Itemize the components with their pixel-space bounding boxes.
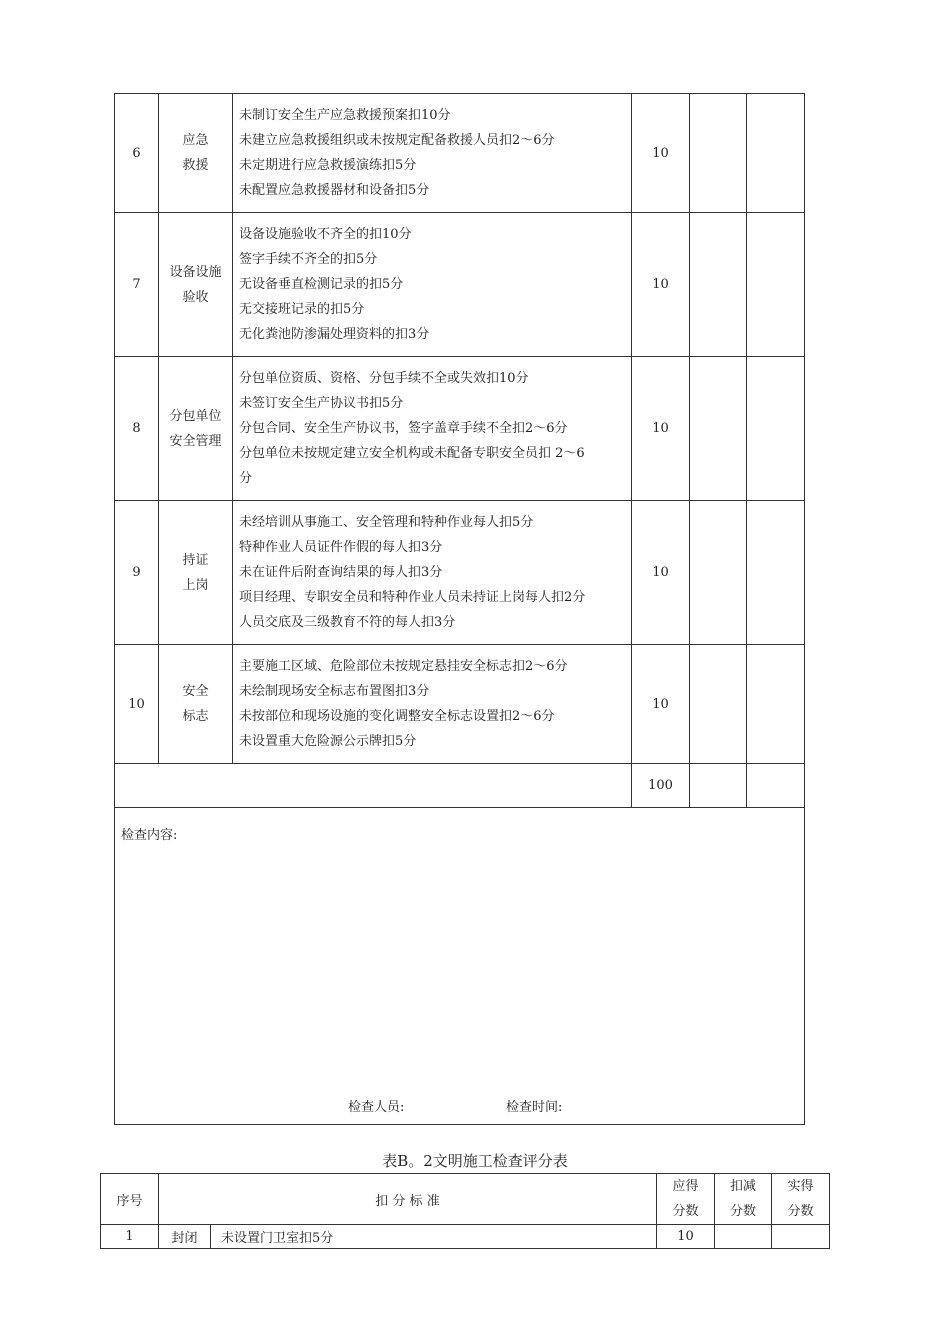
inspection-content-label: 检查内容:: [121, 828, 178, 843]
deducted-score-cell: [690, 501, 747, 645]
header-score-actual: 实得 分数: [772, 1174, 830, 1225]
header-score-deduct: 扣减 分数: [715, 1174, 772, 1225]
civilized-construction-table: [100, 1173, 830, 1249]
table-row: [101, 1225, 830, 1249]
row-criteria: 未设置门卫室扣5分: [211, 1225, 657, 1249]
inspector-label: 检查人员:: [348, 1100, 405, 1115]
total-actual-cell: [747, 764, 805, 808]
header-criteria: 扣 分 标 准: [159, 1174, 657, 1225]
actual-score-cell: [747, 357, 805, 501]
inspection-content-row: [115, 808, 805, 1125]
row-score: 10: [632, 645, 690, 764]
header-no: 序号: [101, 1174, 159, 1225]
deducted-score-cell: [690, 357, 747, 501]
row-category: 设备设施 验收: [159, 213, 233, 357]
total-deducted-cell: [690, 764, 747, 808]
row-score: 10: [632, 94, 690, 213]
actual-score-cell: [747, 94, 805, 213]
table-row: [115, 501, 805, 645]
inspection-content-cell: [115, 808, 805, 1125]
row-category: 持证 上岗: [159, 501, 233, 645]
total-label-cell: [115, 764, 632, 808]
row-criteria: 设备设施验收不齐全的扣10分 签字手续不齐全的扣5分 无设备垂直检测记录的扣5分 无交接班记录的扣5分 无化粪池防渗漏处理资料的扣3分: [233, 213, 632, 357]
actual-score-cell: [772, 1225, 830, 1249]
total-row: [115, 764, 805, 808]
row-category: 封闭: [159, 1225, 211, 1249]
row-number: 10: [115, 645, 159, 764]
row-criteria: 分包单位资质、资格、分包手续不全或失效扣10分 未签订安全生产协议书扣5分 分包合同、安全生产协议书，签字盖章手续不全扣2～6分 分包单位未按规定建立安全机构或未配备专职安全员扣 2～6 分: [233, 357, 632, 501]
row-criteria: 未经培训从事施工、安全管理和特种作业每人扣5分 特种作业人员证件作假的每人扣3分 未在证件后附查询结果的每人扣3分 项目经理、专职安全员和特种作业人员未持证上岗每人扣2分 人员交底及三级教育不符的每人扣3分: [233, 501, 632, 645]
row-category: 分包单位 安全管理: [159, 357, 233, 501]
row-number: 8: [115, 357, 159, 501]
row-score: 10: [632, 357, 690, 501]
inspection-time-label: 检查时间:: [506, 1100, 563, 1115]
table-row: [115, 645, 805, 764]
table-row: [115, 357, 805, 501]
table-caption: 表B。2文明施工检查评分表: [382, 1152, 568, 1170]
total-score: 100: [632, 764, 690, 808]
row-number: 1: [101, 1225, 159, 1249]
row-score: 10: [632, 501, 690, 645]
table-header-row: [101, 1174, 830, 1225]
row-score: 10: [657, 1225, 715, 1249]
row-number: 6: [115, 94, 159, 213]
actual-score-cell: [747, 213, 805, 357]
row-number: 9: [115, 501, 159, 645]
row-criteria: 主要施工区域、危险部位未按规定悬挂安全标志扣2～6分 未绘制现场安全标志布置图扣3分 未按部位和现场设施的变化调整安全标志设置扣2～6分 未设置重大危险源公示牌扣5分: [233, 645, 632, 764]
actual-score-cell: [747, 501, 805, 645]
deducted-score-cell: [690, 213, 747, 357]
row-score: 10: [632, 213, 690, 357]
header-score-should: 应得 分数: [657, 1174, 715, 1225]
row-number: 7: [115, 213, 159, 357]
table-row: [115, 94, 805, 213]
row-category: 安全 标志: [159, 645, 233, 764]
deducted-score-cell: [690, 94, 747, 213]
actual-score-cell: [747, 645, 805, 764]
deducted-score-cell: [715, 1225, 772, 1249]
row-category: 应急 救援: [159, 94, 233, 213]
inspection-table-continued: [114, 93, 805, 1125]
deducted-score-cell: [690, 645, 747, 764]
row-criteria: 未制订安全生产应急救援预案扣10分 未建立应急救援组织或未按规定配备救援人员扣2～6分 未定期进行应急救援演练扣5分 未配置应急救援器材和设备扣5分: [233, 94, 632, 213]
table-row: [115, 213, 805, 357]
